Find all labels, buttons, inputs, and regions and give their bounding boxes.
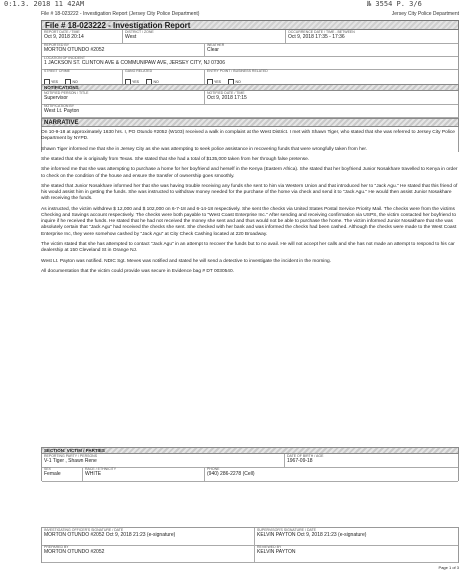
- district-label: DISTRICT / ZONE: [125, 30, 154, 34]
- supervisor-signature-label: SUPERVISOR'S SIGNATURE / DATE: [257, 528, 317, 532]
- weather: Clear: [207, 47, 219, 53]
- report-title: File # 18-023222 - Investigation Report: [41, 20, 459, 30]
- header-agency: Jersey City Police Department: [391, 11, 459, 17]
- notification-by-label: NOTIFICATION BY: [44, 104, 75, 108]
- notified-date-label: NOTIFIED DATE / TIME: [207, 91, 245, 95]
- fax-page-indicator: № 3554 P. 3/6: [367, 0, 422, 8]
- report-date: Oct 9, 2018 20:14: [44, 34, 84, 40]
- report-row-location: [42, 56, 458, 70]
- notified-date: Oct 9, 2018 17:15: [207, 95, 247, 101]
- race-label: RACE / ETHNICITY: [85, 467, 117, 471]
- investigator-signature: MORTON OTUNDO #2052 Oct 9, 2018 21:23 (e-signature): [44, 532, 176, 538]
- narrative-section-bar: NARRATIVE: [41, 118, 459, 127]
- dob: 1967-09-18: [287, 458, 313, 464]
- narrative-paragraph: The victim stated that she has attempted to contact "Jack Agu" in an attempt to recover the funds but to no avail. He will not accept her calls and she has not made an attempt to respond to his car dealership at 150 Cleveland St in Orange NJ.: [41, 241, 455, 254]
- victim-grid: [41, 454, 459, 481]
- phone: (940) 286-2278 (Cell): [207, 471, 255, 477]
- document-header: [41, 11, 459, 19]
- dob-label: DATE OF BIRTH / AGE: [287, 454, 324, 458]
- no-text: NO: [72, 79, 78, 84]
- investigator-signature-label: INVESTIGATING OFFICER'S SIGNATURE / DATE: [44, 528, 124, 532]
- fax-timestamp: 0:1.3. 2018 11 42AM: [4, 0, 85, 8]
- no-text: NO: [235, 79, 241, 84]
- reviewed-by: KELVIN PAYTON: [257, 549, 296, 555]
- page-number: Page 1 of 3: [438, 565, 459, 570]
- narrative-body: [41, 130, 459, 279]
- report-row-checkboxes: [42, 69, 458, 85]
- signature-grid: [41, 527, 459, 563]
- narrative-paragraph: Shawn Tiger informed me that she in Jersey City as she was attempting to seek police assistance in recovering funds that were wrongfully taken from her.: [41, 146, 368, 152]
- header-file-reference: File # 18-023222 - Investigation Report (Jersey City Police Department): [41, 11, 200, 17]
- yes-text: YES: [51, 79, 59, 84]
- yes-text: YES: [132, 79, 140, 84]
- reported-by-label: REPORTED BY: [44, 43, 70, 47]
- occurrence-label: OCCURRENCE DATE / TIME - BETWEEN: [288, 30, 355, 34]
- reporting-party: V-1 Tiger , Shawn Rene: [44, 458, 97, 464]
- notifications-grid: [41, 91, 459, 117]
- notified-person: Supervisor: [44, 95, 68, 101]
- occurrence-date: Oct 9, 2018 17:35 - 17:36: [288, 34, 345, 40]
- narrative-paragraph: As instructed, the victim withdrew $ 12,000 and $ 102,000 on 6-7-18 and 6-14-18 respectively. She sent the checks via United States Postal Service Priority Mail. The checks were from the victims Checking and Savings account respectively. The checks were both payable to "West Coast Enterprise Inc." After sending and receiving confirmation via USPS, the victim contacted her boyfriend to inquire if he received the funds. He stated that he had not received the money she sent and and thus would not be able to purchase the home. The victim informed Junior Nosakhare that she was absolutely certain that "Jack Agu" had received the checks she sent. She checked with her bank and was informed the checks had been cashed. Although the checks were made to the West Coast Enterprise Inc, they were somehow cashed by "Jack Agu" at City Check Cashing located at 220 Broadway.: [41, 206, 457, 237]
- location-label: LOCATION OF INCIDENT: [44, 56, 85, 60]
- reporting-party-label: REPORTING PARTY / PERSONS: [44, 454, 98, 458]
- yes-text: YES: [214, 79, 222, 84]
- prepared-by-label: PREPARED BY: [44, 545, 69, 549]
- report-date-label: REPORT DATE / TIME: [44, 30, 80, 34]
- prepared-by: MORTON OTUNDO #2052: [44, 549, 105, 555]
- supervisor-signature: KELVIN PAYTON Oct 9, 2018 21:23 (e-signature): [257, 532, 367, 538]
- checkbox-label-street: STREET CRIME: [44, 69, 70, 73]
- notified-person-label: NOTIFIED PERSON / TITLE: [44, 91, 89, 95]
- notifications-section-bar: NOTIFICATIONS: [41, 84, 459, 91]
- narrative-paragraph: She stated that she is originally from Texas. She stated that she had a total of $135,000 taken from her through false pretense.: [41, 156, 310, 162]
- fax-header: [0, 0, 471, 9]
- narrative-paragraph: She informed me that she was attempting to purchase a home for her boyfriend and herself in the Kenya (Eastern Africa). She stated that her boyfriend Junior Nosakhare travelled to Kenya in order to check on the condition of the house and ensure the transfer of ownership goes smoothly.: [41, 167, 458, 179]
- narrative-paragraph: West Lt. Payton was notified. NDIC Sgt. Meves was notified and stated he will send a detective to investigate the incident in the morning.: [41, 258, 332, 264]
- race: WHITE: [85, 471, 102, 477]
- narrative-paragraph: On 10-9-18 at approximately 1630 hrs. I, PO Otundo #2052 (W103) received a walk in complaint at the West District. I met with Shawn Tiger, who stated that she was referred to Jersey City Police Department by NYPD.: [41, 130, 455, 142]
- weather-label: WEATHER: [207, 43, 225, 47]
- district: West: [125, 34, 137, 40]
- no-text: NO: [153, 79, 159, 84]
- narrative-paragraph: All documentation that the victim could provide was secure in Evidence bag # DT 0030540.: [41, 268, 234, 274]
- sex: Female: [44, 471, 61, 477]
- sex-label: SEX: [44, 467, 52, 471]
- narrative-paragraph: She stated that Junior Nosakhare informed her that she was having trouble receiving any funds she sent to him via Western Union and that introduced her to "Jack Agu." He stated that this friend of his would assist him in getting the funds. She was instructed to withdraw money needed for the purchase of the home via check and send it to "Jack Agu." He would then assist Junior Nosakhare with receiving the funds.: [41, 183, 458, 202]
- report-row-dates: [42, 30, 458, 44]
- notification-by: West Lt. Payton: [44, 108, 80, 114]
- location: 1 JACKSON ST. CLINTON AVE & COMMUNIPAW AVE, JERSEY CITY, NJ 07306: [44, 60, 225, 66]
- reviewed-by-label: REVIEWED BY: [257, 545, 282, 549]
- checkbox-label-gang: GANG RELATED: [125, 69, 153, 73]
- reported-by: MORTON OTUNDO #2052: [44, 47, 105, 53]
- checkbox-label-entry: ENTRY POINT / BUSINESS RELATED: [207, 69, 268, 73]
- report-row-reporter: [42, 43, 458, 57]
- victim-section-bar: SECTION: VICTIM / PARTIES: [41, 447, 459, 454]
- phone-label: PHONE: [207, 467, 220, 471]
